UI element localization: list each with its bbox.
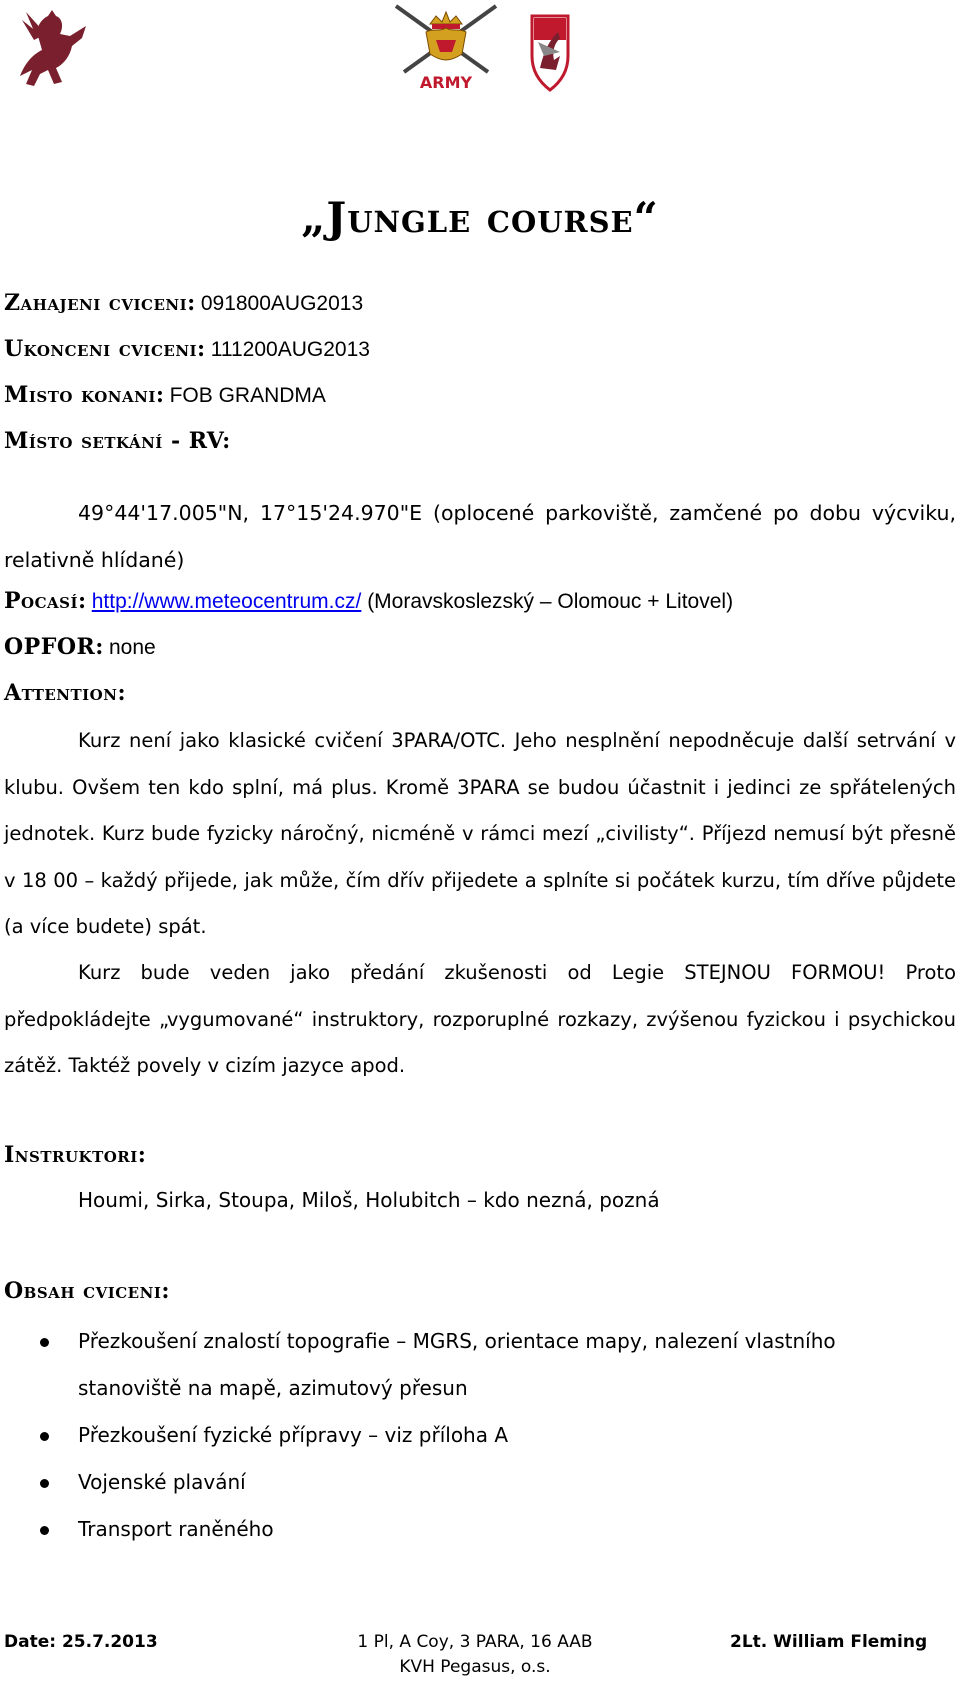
army-text: ARMY (419, 73, 473, 92)
meet-label: Místo setkání - RV: (4, 428, 231, 454)
end-label: Ukonceni cviceni: (4, 336, 206, 362)
meet-row (4, 428, 231, 454)
list-item: Přezkoušení fyzické přípravy – viz příloha A (0, 1412, 900, 1459)
page-title: „Jungle course“ (301, 193, 659, 242)
meet-value: 49°44'17.005"N, 17°15'24.970"E (oplocené parkoviště, zamčené po dobu výcviku, relativně hlídané) (4, 501, 956, 572)
start-row (4, 290, 363, 316)
bullet-icon (40, 1432, 49, 1441)
start-value: 091800AUG2013 (200, 292, 364, 315)
attention-paragraph-2: Kurz bude veden jako předání zkušenosti od Legie STEJNOU FORMOU! Proto předpokládejte „vygumované“ instruktory, rozporuplné rozkazy, zvýšenou fyzickou i psychickou zátěž. Taktéž povely v cizím jazyce apod. (4, 961, 956, 1077)
attention-row (4, 680, 126, 706)
weather-note: (Moravskoslezský – Olomouc + Litovel) (361, 590, 734, 613)
weather-label: Pocasí: (4, 588, 87, 614)
bullet-icon (40, 1479, 49, 1488)
attention-label: Attention: (4, 680, 127, 706)
attention-paragraph-1: Kurz není jako klasické cvičení 3PARA/OTC. Jeho nesplnění nepodněcuje další setrvání v klubu. Ovšem ten kdo splní, má plus. Kromě 3PARA se budou účastnit i jedinci ze spřátelených jednotek. Kurz bude fyzicky náročný, nicméně v rámci mezí „civilisty“. Příjezd nemusí být přesně v 18 00 – každý přijede, jak může, čím dřív přijedete a splníte si počátek kurzu, tím dříve půjdete (a více budete) spát. (4, 729, 956, 938)
instructors-label: Instruktori: (4, 1142, 147, 1168)
list-item: Přezkoušení znalostí topografie – MGRS, orientace mapy, nalezení vlastního stanoviště na mapě, azimutový přesun (0, 1318, 900, 1412)
army-crest-icon (392, 2, 500, 94)
footer-author: 2Lt. William Fleming (730, 1632, 928, 1652)
pegasus-emblem-icon (12, 6, 92, 88)
content-label: Obsah cviceni: (4, 1278, 170, 1304)
footer-date: Date: 25.7.2013 (4, 1632, 158, 1652)
weather-row (4, 588, 733, 614)
start-label: Zahajeni cviceni: (4, 290, 196, 316)
list-item: Transport raněného (0, 1506, 900, 1553)
footer-unit-line-1: 1 Pl, A Coy, 3 PARA, 16 AAB (357, 1632, 593, 1652)
opfor-row (4, 634, 156, 660)
place-row (4, 382, 326, 408)
eagle-shield-icon (530, 12, 570, 92)
end-value: 111200AUG2013 (210, 338, 370, 361)
end-row (4, 336, 370, 362)
instructors-row (4, 1142, 146, 1168)
place-value: FOB GRANDMA (169, 384, 326, 407)
content-list (0, 1318, 900, 1553)
place-label: Misto konani: (4, 382, 165, 408)
opfor-value: none (109, 636, 156, 659)
footer-unit (330, 1630, 620, 1680)
footer-unit-line-2: KVH Pegasus, o.s. (399, 1657, 551, 1677)
opfor-label: OPFOR: (4, 634, 104, 660)
weather-link[interactable]: http://www.meteocentrum.cz/ (91, 590, 362, 613)
bullet-icon (40, 1526, 49, 1535)
instructors-value: Houmi, Sirka, Stoupa, Miloš, Holubitch – kdo nezná, pozná (78, 1188, 660, 1212)
bullet-icon (40, 1338, 49, 1347)
list-item: Vojenské plavání (0, 1459, 900, 1506)
content-row (4, 1278, 170, 1304)
